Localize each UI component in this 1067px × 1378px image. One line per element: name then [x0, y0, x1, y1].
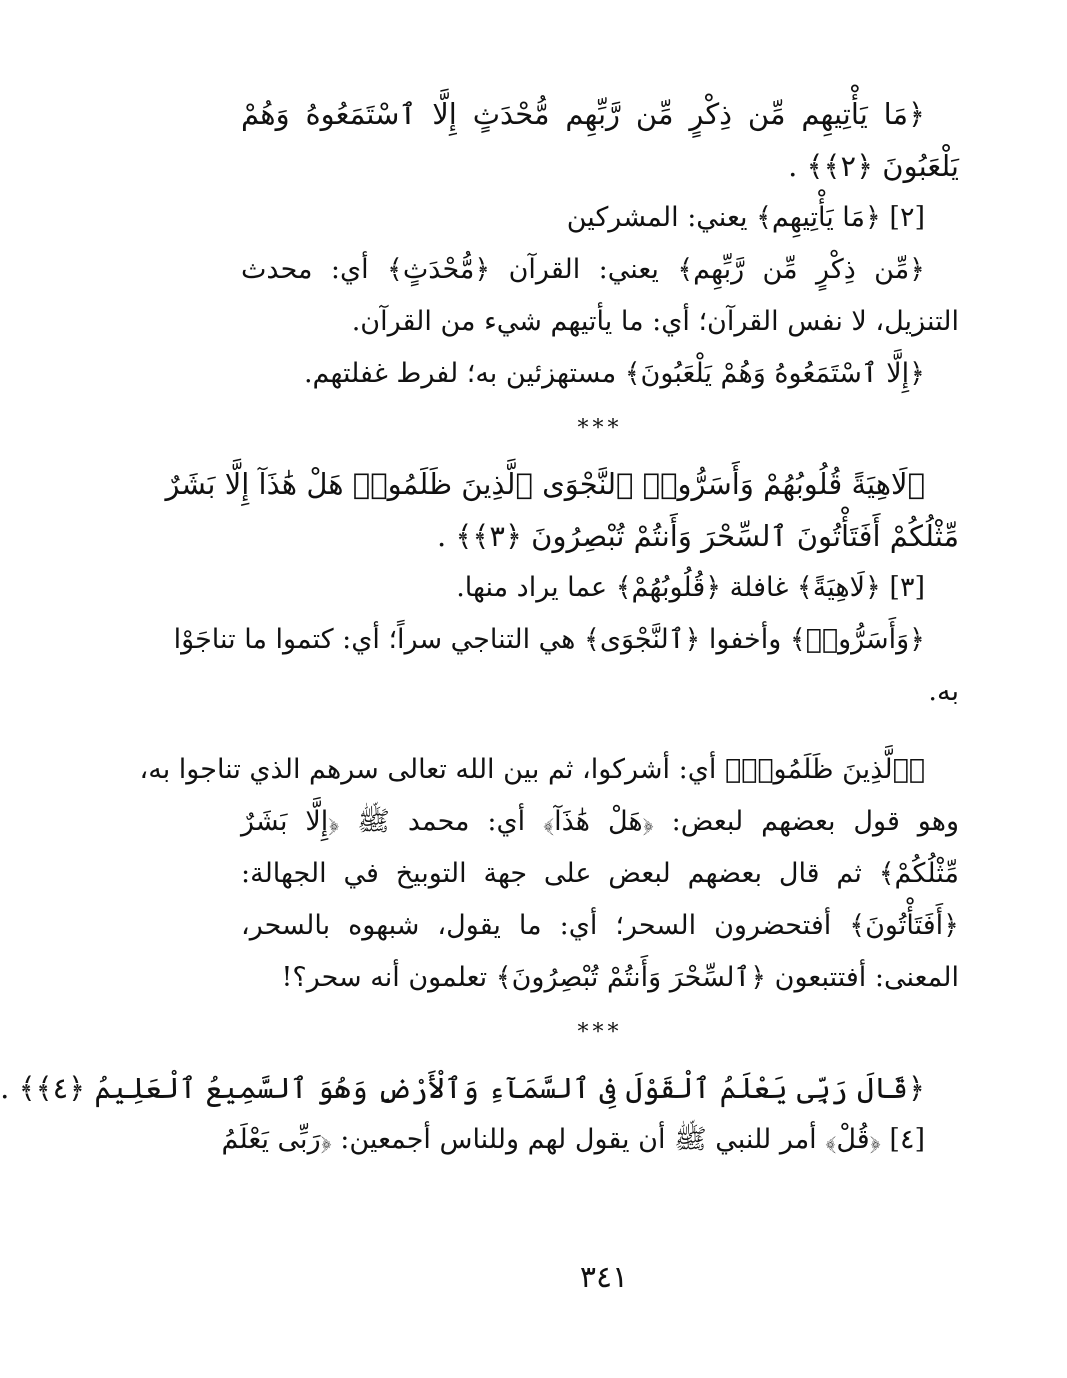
commentary-line: [٤] ﴿قُلْ﴾ أمر للنبي ﷺ أن يقول لهم وللناس أجمعين: ﴿رَبِّى يَعْلَمُ: [221, 1124, 925, 1155]
commentary-line: ﴿وَأَسَرُّوا۟﴾ وأخفوا ﴿ٱلنَّجْوَى﴾ هي التناجي سراً؛ أي: كتموا ما تناجَوْا: [173, 624, 925, 655]
commentary-line: ﴿مِّن ذِكْرٍ مِّن رَّبِّهِم﴾ يعني: القرآن ﴿مُّحْدَثٍ﴾ أي: محدث: [241, 254, 925, 285]
verse-2-block: [241, 88, 959, 192]
commentary-line: [٣] ﴿لَاهِيَةً﴾ غافلة ﴿قُلُوبُهُمْ﴾ عما يراد منها.: [456, 572, 925, 603]
commentary-line: ﴿أَفَتَأْتُونَ﴾ أفتحضرون السحر؛ أي: ما يقول، شبهوه بالسحر،: [241, 910, 959, 941]
book-page: [0, 88, 959, 1318]
commentary-line: وهو قول بعضهم لبعض: ﴿هَلْ هَٰذَآ﴾ أي: محمد ﷺ ﴿إِلَّا بَشَرٌ: [241, 806, 959, 837]
quran-verse-line: يَلْعَبُونَ ﴿٢﴾﴾ .: [788, 149, 959, 183]
commentary-line: المعنى: أفتتبعون ﴿ٱلسِّحْرَ وَأَنتُمْ تُبْصِرُونَ﴾ تعلمون أنه سحر؟!: [281, 962, 959, 993]
commentary-line: التنزيل، لا نفس القرآن؛ أي: ما يأتيهم شيء من القرآن.: [351, 306, 959, 337]
quran-verse-line: ﴿قَالَ رَبِّى يَعْلَمُ ٱلْقَوْلَ فِى ٱلسَّمَآءِ وَٱلْأَرْضِ وَهُوَ ٱلسَّمِيعُ ٱلْعَلِيمُ ﴿٤﴾﴾ .: [0, 1071, 925, 1105]
commentary-4-block: [221, 1114, 959, 1166]
commentary-line: به.: [928, 676, 959, 707]
verse-3-block: [165, 458, 959, 562]
commentary-line: ﴿إِلَّا ٱسْتَمَعُوهُ وَهُمْ يَلْعَبُونَ﴾ مستهزئين به؛ لفرط غفلتهم.: [303, 358, 925, 389]
verse-4-block: [0, 1062, 959, 1114]
commentary-2-block: [241, 192, 959, 400]
commentary-line: ﴿ٱلَّذِينَ ظَلَمُوا۟﴾ أي: أشركوا، ثم بين الله تعالى سرهم الذي تناجوا به،: [139, 754, 925, 785]
section-separator: ***: [577, 1020, 623, 1045]
section-separator: ***: [577, 416, 623, 441]
commentary-line: [٢] ﴿مَا يَأْتِيهِم﴾ يعني: المشركين: [566, 202, 925, 233]
commentary-3-block: [139, 562, 959, 1004]
quran-verse-line: مِّثْلُكُمْ أَفَتَأْتُونَ ٱلسِّحْرَ وَأَنتُمْ تُبْصِرُونَ ﴿٣﴾﴾ .: [436, 519, 959, 553]
quran-verse-line: ﴿مَا يَأْتِيهِم مِّن ذِكْرٍ مِّن رَّبِّهِم مُّحْدَثٍ إِلَّا ٱسْتَمَعُوهُ وَهُمْ: [241, 97, 925, 131]
page-number: ٣٤١: [579, 1260, 629, 1295]
quran-verse-line: ﴿لَاهِيَةً قُلُوبُهُمْ وَأَسَرُّوا۟ ٱلنَّجْوَى ٱلَّذِينَ ظَلَمُوا۟ هَلْ هَٰذَآ إِلَّا بَشَرٌ: [165, 467, 925, 501]
commentary-line: مِّثْلُكُمْ﴾ ثم قال بعضهم لبعض على جهة التوبيخ في الجهالة:: [241, 858, 959, 889]
